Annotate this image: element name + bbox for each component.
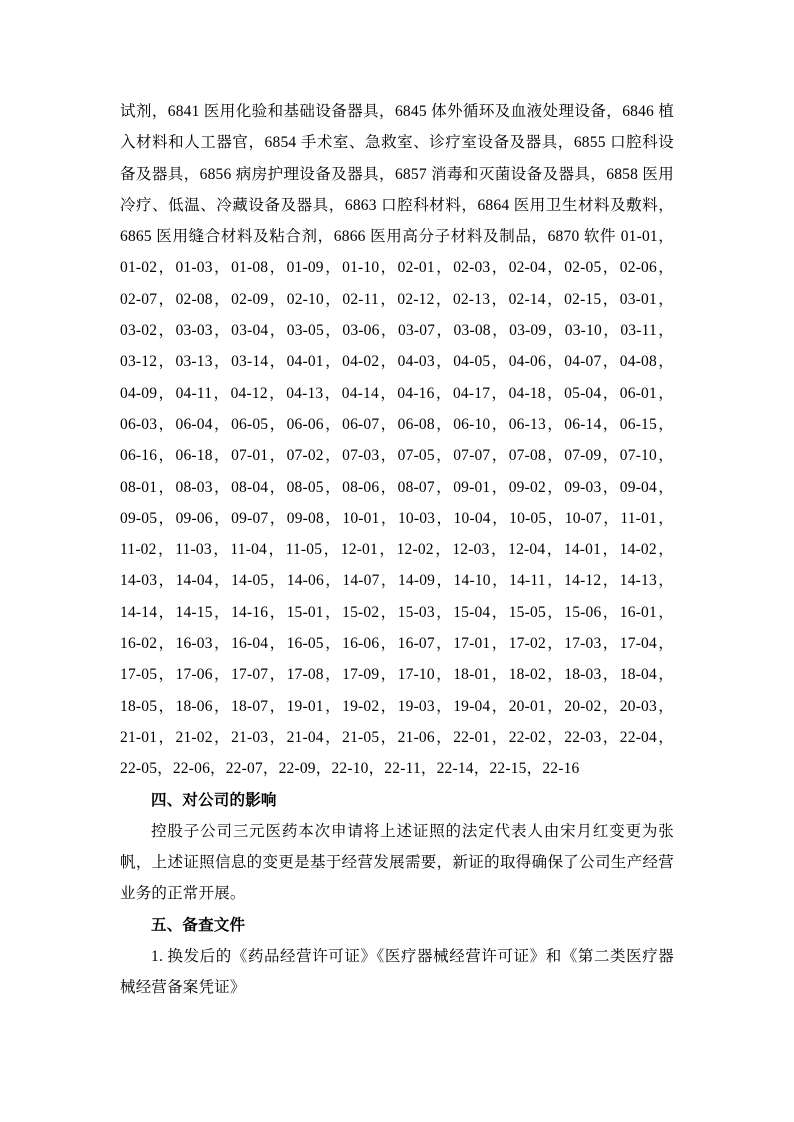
text-line: 17-05，17-06，17-07，17-08，17-09，17-10，18-01，18-02，18-03，18-04，	[120, 666, 674, 684]
text-line: 08-01，08-03，08-04，08-05，08-06，08-07，09-01，09-02，09-03，09-04，	[120, 478, 674, 496]
paragraph-reference-docs	[120, 941, 674, 1004]
text-line: 06-16，06-18，07-01，07-02，07-03，07-05，07-07，07-08，07-09，07-10，	[120, 447, 674, 465]
text-line: 06-03，06-04，06-05，06-06，06-07，06-08，06-10，06-13，06-14，06-15，	[120, 415, 674, 433]
text-line: 入材料和人工器官，6854 手术室、急救室、诊疗室设备及器具，6855 口腔科设	[120, 134, 674, 152]
section-heading-impact: 四、对公司的影响	[151, 791, 277, 809]
text-line: 03-02，03-03，03-04，03-05，03-06，03-07，03-08，03-09，03-10，03-11，	[120, 322, 674, 340]
text-line: 03-12，03-13，03-14，04-01，04-02，04-03，04-05，04-06，04-07，04-08，	[120, 353, 674, 371]
text-line: 试剂，6841 医用化验和基础设备器具，6845 体外循环及血液处理设备，6846 植	[120, 103, 674, 120]
text-line: 6865 医用缝合材料及粘合剂，6866 医用高分子材料及制品，6870 软件 01-01，	[120, 228, 674, 246]
text-line: 14-14，14-15，14-16，15-01，15-02，15-03，15-04，15-05，15-06，16-01，	[120, 603, 674, 621]
text-line: 02-07，02-08，02-09，02-10，02-11，02-12，02-13，02-14，02-15，03-01，	[120, 290, 674, 308]
text-line: 帆，上述证照信息的变更是基于经营发展需要，新证的取得确保了公司生产经营	[120, 854, 674, 872]
text-line: 控股子公司三元医药本次申请将上述证照的法定代表人由宋月红变更为张	[151, 822, 674, 840]
text-line: 01-02，01-03，01-08，01-09，01-10，02-01，02-03，02-04，02-05，02-06，	[120, 259, 674, 277]
section-heading-reference-docs: 五、备查文件	[151, 916, 246, 934]
text-line: 21-01，21-02，21-03，21-04，21-05，21-06，22-01，22-02，22-03，22-04，	[120, 728, 674, 746]
document-content	[120, 96, 674, 1004]
text-line: 04-09，04-11，04-12，04-13，04-14，04-16，04-17，04-18，05-04，06-01，	[120, 384, 674, 402]
text-line: 备及器具，6856 病房护理设备及器具，6857 消毒和灭菌设备及器具，6858 医用	[120, 165, 674, 183]
text-line: 业务的正常开展。	[120, 885, 246, 903]
text-line: 09-05，09-06，09-07，09-08，10-01，10-03，10-04，10-05，10-07，11-01，	[120, 509, 674, 527]
text-line: 械经营备案凭证》	[120, 979, 246, 997]
paragraph-impact	[120, 816, 674, 910]
text-line: 11-02，11-03，11-04，11-05，12-01，12-02，12-03，12-04，14-01，14-02，	[120, 541, 674, 559]
paragraph-license-codes	[120, 96, 674, 785]
text-line: 1. 换发后的《药品经营许可证》《医疗器械经营许可证》和《第二类医疗器	[151, 948, 674, 966]
text-line: 冷疗、低温、冷藏设备及器具，6863 口腔科材料，6864 医用卫生材料及敷料，	[120, 196, 674, 214]
text-line: 16-02，16-03，16-04，16-05，16-06，16-07，17-01，17-02，17-03，17-04，	[120, 635, 674, 653]
text-line: 18-05，18-06，18-07，19-01，19-02，19-03，19-04，20-01，20-02，20-03，	[120, 697, 674, 715]
text-line: 22-05，22-06，22-07，22-09，22-10，22-11，22-14，22-15，22-16	[120, 760, 580, 778]
text-line: 14-03，14-04，14-05，14-06，14-07，14-09，14-10，14-11，14-12，14-13，	[120, 572, 674, 590]
